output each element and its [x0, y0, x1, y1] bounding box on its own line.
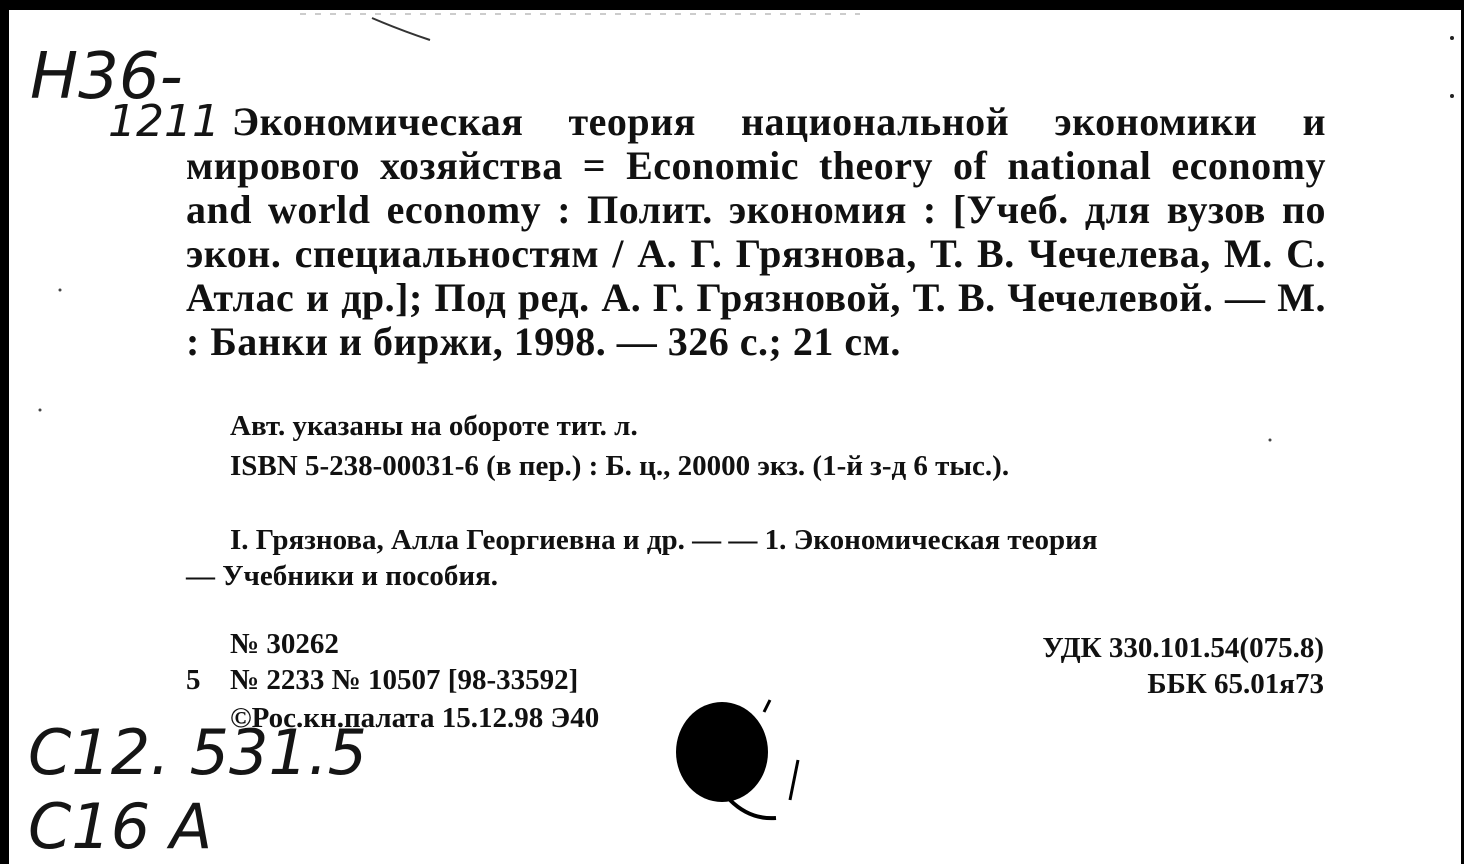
udk-code: УДК 330.101.54(075.8): [1042, 632, 1324, 664]
tracing-line-2: — Учебники и пособия.: [186, 560, 499, 592]
main-entry-text: Экономическая теория национальной экономики и мирового хозяйства = Economic theory of national economy and world economy : Полит. экономия : [Учеб. для вузов по экон. специальностям / А. Г. Грязнова, Т. В. Чечелева, М. С. Атлас и др.]; Под ред. А. Г. Грязновой, Т. В. Чечелевой. — М. : Банки и биржи, 1998. — 326 с.; 21 см.: [186, 99, 1326, 364]
bbk-code: ББК 65.01я73: [1147, 668, 1324, 700]
record-number: № 30262: [230, 628, 339, 660]
handwritten-class-number: С12. 531.5: [28, 716, 368, 789]
handwritten-top-code: Н36-: [30, 40, 183, 114]
tracing-line-1: I. Грязнова, Алла Георгиевна и др. — — 1. Экономическая теория: [230, 524, 1098, 556]
punch-hole-tear: [720, 690, 810, 830]
main-entry: [186, 100, 1326, 364]
record-numbers: № 2233 № 10507 [98-33592]: [230, 664, 579, 696]
copyright-line: ©Рос.кн.палата 15.12.98 Э40: [230, 702, 600, 734]
handwritten-top-number: 1211: [108, 96, 220, 147]
record-prefix: 5: [186, 664, 201, 696]
isbn-line: ISBN 5-238-00031-6 (в пер.) : Б. ц., 20000 экз. (1-й з-д 6 тыс.).: [230, 450, 1010, 482]
authors-note: Авт. указаны на обороте тит. л.: [230, 410, 638, 442]
handwritten-author-mark: С16 А: [28, 790, 213, 863]
